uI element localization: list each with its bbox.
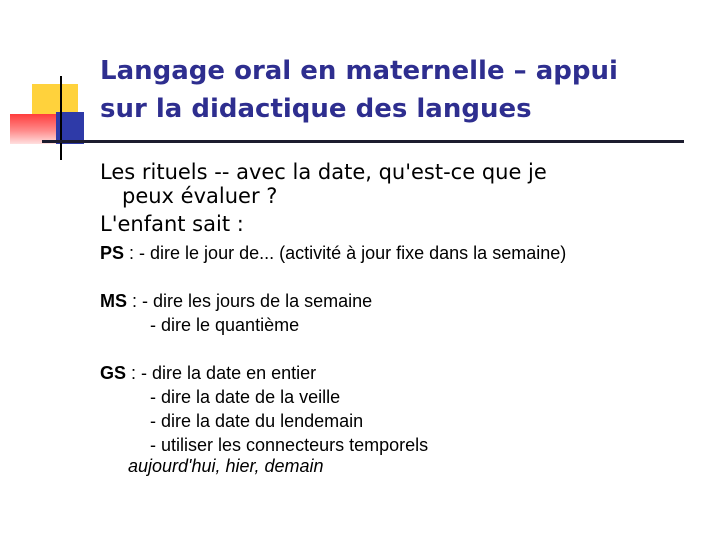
- heading-line-1: Les rituels -- avec la date, qu'est-ce que je: [100, 160, 547, 184]
- slide-title-line-2: sur la didactique des langues: [100, 94, 532, 124]
- heading-line-2: peux évaluer ?: [122, 184, 278, 208]
- gs-text-1: - dire la date en entier: [141, 363, 317, 383]
- ms-item: [100, 289, 700, 313]
- title-underline-rule: [42, 140, 684, 143]
- slide-title-line-1: Langage oral en maternelle – appui: [100, 56, 618, 86]
- ms-separator: :: [127, 291, 143, 311]
- slide-body: [100, 160, 700, 475]
- ms-text-2: - dire le quantième: [150, 315, 300, 335]
- ms-text-1: - dire les jours de la semaine: [142, 291, 373, 311]
- ms-label: MS: [100, 291, 127, 311]
- gs-item: [100, 361, 700, 385]
- slide-title: [100, 52, 700, 128]
- vertical-rule: [60, 76, 62, 160]
- gs-separator: :: [126, 363, 142, 383]
- gs-text-3: - dire la date du lendemain: [150, 411, 364, 431]
- ps-item: [100, 241, 700, 265]
- ps-text: - dire le jour de... (activité à jour fixe dans la semaine): [139, 243, 567, 263]
- gs-text-4: - utiliser les connecteurs temporels: [150, 435, 429, 455]
- gs-text-2: - dire la date de la veille: [150, 387, 341, 407]
- gs-examples: aujourd'hui, hier, demain: [128, 456, 324, 476]
- heading-line-3: L'enfant sait :: [100, 212, 244, 236]
- gs-label: GS: [100, 363, 127, 383]
- ps-separator: :: [124, 243, 140, 263]
- ps-label: PS: [100, 243, 125, 263]
